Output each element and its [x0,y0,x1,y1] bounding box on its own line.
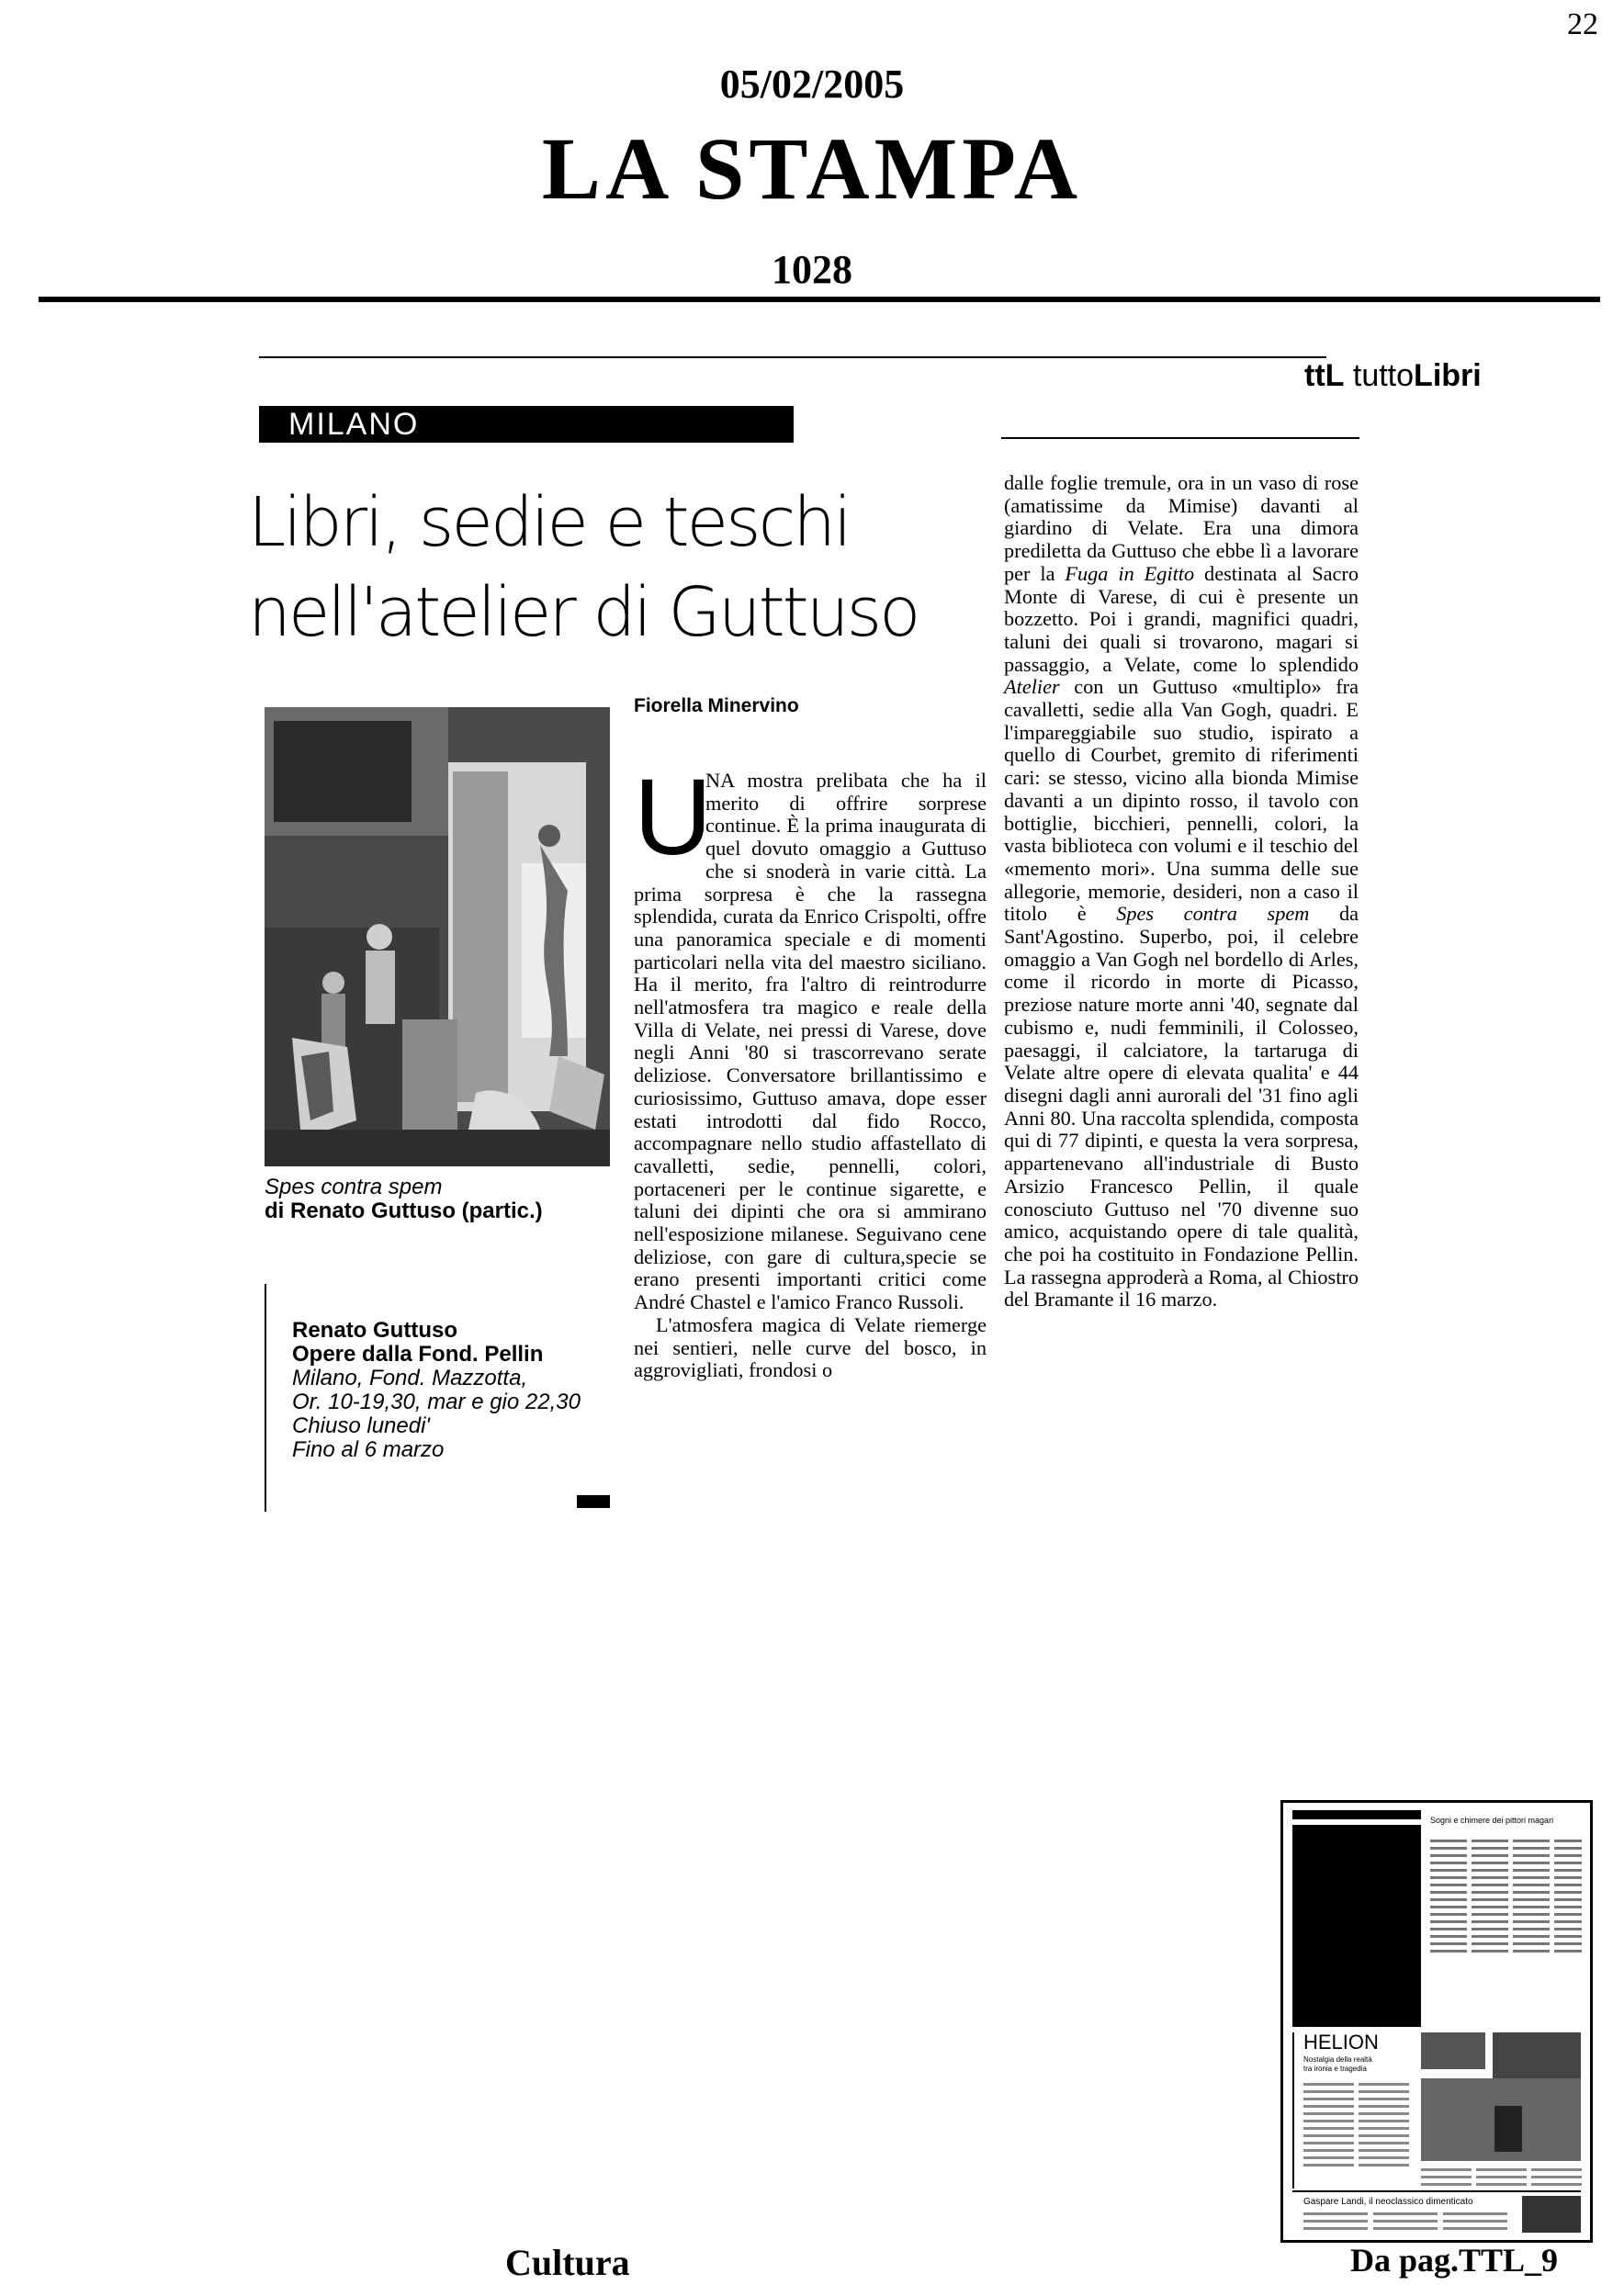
publication-date: 05/02/2005 [719,62,905,107]
info-title: Renato Guttuso [292,1318,457,1343]
thumb-kicker: Sogni e chimere dei pittori magari [1430,1816,1554,1825]
article-column-3 [1004,472,1359,1311]
city-tag: MILANO [259,406,794,443]
thumb-subtitle-2: tra ironia e tragedia [1303,2065,1367,2073]
section-rule [259,356,1326,358]
info-until: Fino al 6 marzo [292,1437,445,1462]
page-number: 22 [1567,7,1598,41]
painting-photo [265,707,610,1166]
info-closed: Chiuso lunedi' [292,1413,431,1438]
caption-title: Spes contra spem [265,1175,443,1199]
issue-number: 1028 [772,247,852,292]
thumb-title: HELION [1303,2031,1379,2054]
exhibition-info [292,1319,623,1462]
caption-author: di Renato Guttuso (partic.) [265,1199,543,1223]
thumb-footer: Gaspare Landi, il neoclassico dimenticato [1303,2197,1473,2207]
headline-line-1: Libri, sedie e teschi [248,483,850,562]
article-column-2 [634,757,987,1382]
supplement-logo: ttL tuttoLibri [1304,358,1482,393]
info-box-rule [265,1284,266,1512]
column-rule [1001,437,1359,439]
info-subtitle: Opere dalla Fond. Pellin [292,1342,544,1367]
page-thumbnail [1280,1800,1593,2243]
headline-line-2: nell'atelier di Guttuso [248,573,919,652]
photo-caption [265,1176,614,1223]
lead-paragraph [634,757,987,1314]
article-headline [248,478,1001,658]
thumb-subtitle-1: Nostalgia della realtà [1303,2055,1372,2064]
footer-section: Cultura [505,2242,630,2283]
footer-source: Da pag.TTL_9 [1350,2242,1559,2279]
info-place: Milano, Fond. Mazzotta, [292,1366,528,1390]
byline: Fiorella Minervino [634,695,799,716]
drop-cap: U [634,757,713,878]
newspaper-name: LA STAMPA [541,119,1083,218]
column-3-text: dalle foglie tremule, ora in un vaso di rose (amatissime da Mimise) davanti al giardino di Velate. Era una dimora prediletta da Guttuso che ebbe lì a lavorare per la Fuga in Egitto destinata al Sacro Monte di Varese, di cui è presente un bozzetto. Poi i grandi, magnifici quadri, taluni dei quali si trovarono, magari si passaggio, a Velate, come lo splendido Atelier con un Guttuso «multiplo» fra cavalletti, sedie alla Van Gogh, quadri. E l'impareggiabile suo studio, ispirato a quello di Courbet, gremito di riferimenti cari: se stesso, vicino alla bionda Mimise davanti a un dipinto rosso, il tavolo con bottiglie, bicchieri, pennelli, colori, la vasta biblioteca con volumi e il teschio del «memento mori». Una summa delle sue allegorie, memorie, desideri, non a caso il titolo è Spes contra spem da Sant'Agostino. Superbo, poi, il celebre omaggio a Van Gogh nel bordello di Arles, come il ricordo in morte di Picasso, preziose nature morte anni '40, segnate dal cubismo e, nudi femminili, il Colosseo, paesaggi, il calciatore, la tartaruga di Velate altre opere di elevata qualita' e 44 disegni dagli anni aurorali del '31 fino agli Anni 80. Una raccolta splendida, composta qui di 77 dipinti, e questa la vera sorpresa, appartenevano all'industriale di Busto Arsizio Francesco Pellin, il quale conosciuto Guttuso nel '70 divenne suo amico, acquistando opere di tale qualità, che poi ha costituito in Fondazione Pellin. La rassegna approderà a Roma, al Chiostro del Bramante il 16 marzo. [1004,471,1359,1311]
paragraph-2: L'atmosfera magica di Velate riemerge nei sentieri, nelle curve del bosco, in aggrovigliati, frondosi o [634,1312,987,1382]
header-divider [39,297,1600,302]
end-mark [577,1495,610,1508]
lead-text: NA mostra prelibata che ha il merito di offrire sorprese continue. È la prima inaugurata di quel dovuto omaggio a Guttuso che si snoderà in varie città. La prima sorpresa è che la rassegna splendida, curata da Enrico Crispolti, offre una panoramica speciale e di momenti particolari nella vita del maestro siciliano. Ha il merito, fra l'altro di reintrodurre nell'atmosfera tra magico e reale della Villa di Velate, nei pressi di Varese, dove negli Anni '80 si trascorrevano serate deliziose. Conversatore brillantissimo e curiosissimo, Guttuso amava, dope esser estati introdotti dal fido Rocco, accompagnare nello studio affastellato di cavalletti, sedie, pennelli, colori, portaceneri per le continue sigarette, e taluni dei dipinti che ora si ammirano nell'esposizione milanese. Seguivano cene deliziose, con gare di cultura,specie se erano presenti importanti critici come André Chastel e l'amico Franco Russoli. [634,769,987,1314]
info-hours: Or. 10-19,30, mar e gio 22,30 [292,1390,581,1414]
